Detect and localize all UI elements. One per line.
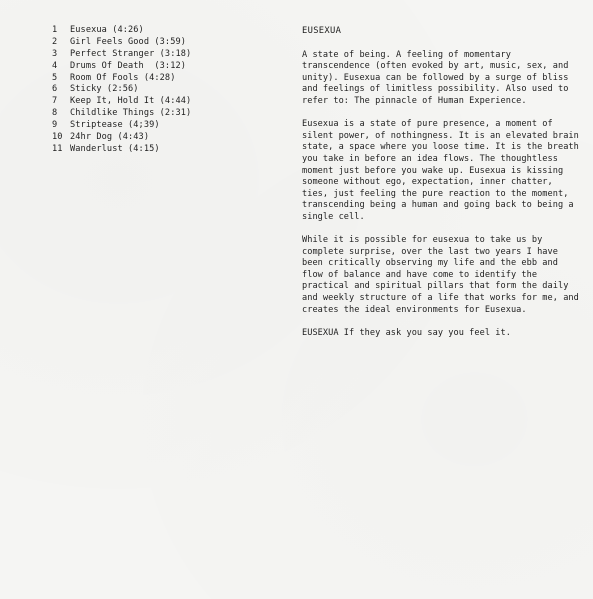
track-item [52, 24, 191, 36]
track-title: Perfect Stranger (3:18) [70, 48, 192, 59]
track-item [52, 72, 191, 84]
track-item [52, 60, 191, 72]
track-title: Girl Feels Good (3:59) [70, 36, 187, 47]
track-title: Keep It, Hold It (4:44) [70, 96, 192, 107]
track-title: 24hr Dog (4:43) [70, 131, 150, 142]
essay-paragraph: While it is possible for eusexua to take us by complete surprise, over the last two years I have been critically observing my life and the ebb and flow of balance and have come to identify the practical and spiritual pillars that form the daily and weekly structure of a life that works for me, and creates the ideal environments for Eusexua. [302, 235, 579, 315]
track-item [52, 95, 191, 107]
essay-closing-line: EUSEXUA If they ask you say you feel it. [302, 327, 511, 338]
track-item [52, 119, 191, 131]
track-item [52, 131, 191, 143]
essay-column [302, 26, 584, 339]
track-number: 3 [52, 48, 58, 59]
track-item [52, 83, 191, 95]
track-title: Striptease (4;39) [70, 120, 160, 131]
track-number: 8 [52, 108, 58, 119]
track-title: Room Of Fools (4:28) [70, 72, 176, 83]
essay-paragraph: Eusexua is a state of pure presence, a moment of silent power, of nothingness. It is an elevated brain state, a space where you loose time. It is the breath you take in before an idea flows. The thoughtless moment just before you wake up. Eusexua is kissing someone without ego, expectation, inner chatter, ties, just feeling the pure reaction to the moment, transcending being a human and going back to being a single cell. [302, 119, 579, 222]
track-title: Eusexua (4:26) [70, 24, 144, 35]
track-number: 9 [52, 120, 58, 131]
track-number: 2 [52, 36, 58, 47]
track-number: 4 [52, 60, 58, 71]
track-item [52, 107, 191, 119]
track-title: Childlike Things (2:31) [70, 108, 192, 119]
track-title: Sticky (2:56) [70, 84, 139, 95]
track-number: 11 [52, 143, 63, 154]
track-title: Wanderlust (4:15) [70, 143, 160, 154]
essay-paragraph: A state of being. A feeling of momentary transcendence (often evoked by art, music, sex, and unity). Eusexua can be followed by a surge of bliss and feelings of limitless possibility. Also used to refer to: The pinnacle of Human Experience. [302, 49, 569, 106]
track-title: Drums Of Death (3:12) [70, 60, 187, 71]
essay-heading: EUSEXUA [302, 26, 342, 36]
track-number: 5 [52, 72, 58, 83]
track-number: 6 [52, 84, 58, 95]
tracklist [52, 24, 191, 155]
track-number: 7 [52, 96, 58, 107]
track-number: 1 [52, 24, 58, 35]
track-number: 10 [52, 131, 63, 142]
track-item [52, 48, 191, 60]
track-item [52, 143, 191, 155]
track-item [52, 36, 191, 48]
